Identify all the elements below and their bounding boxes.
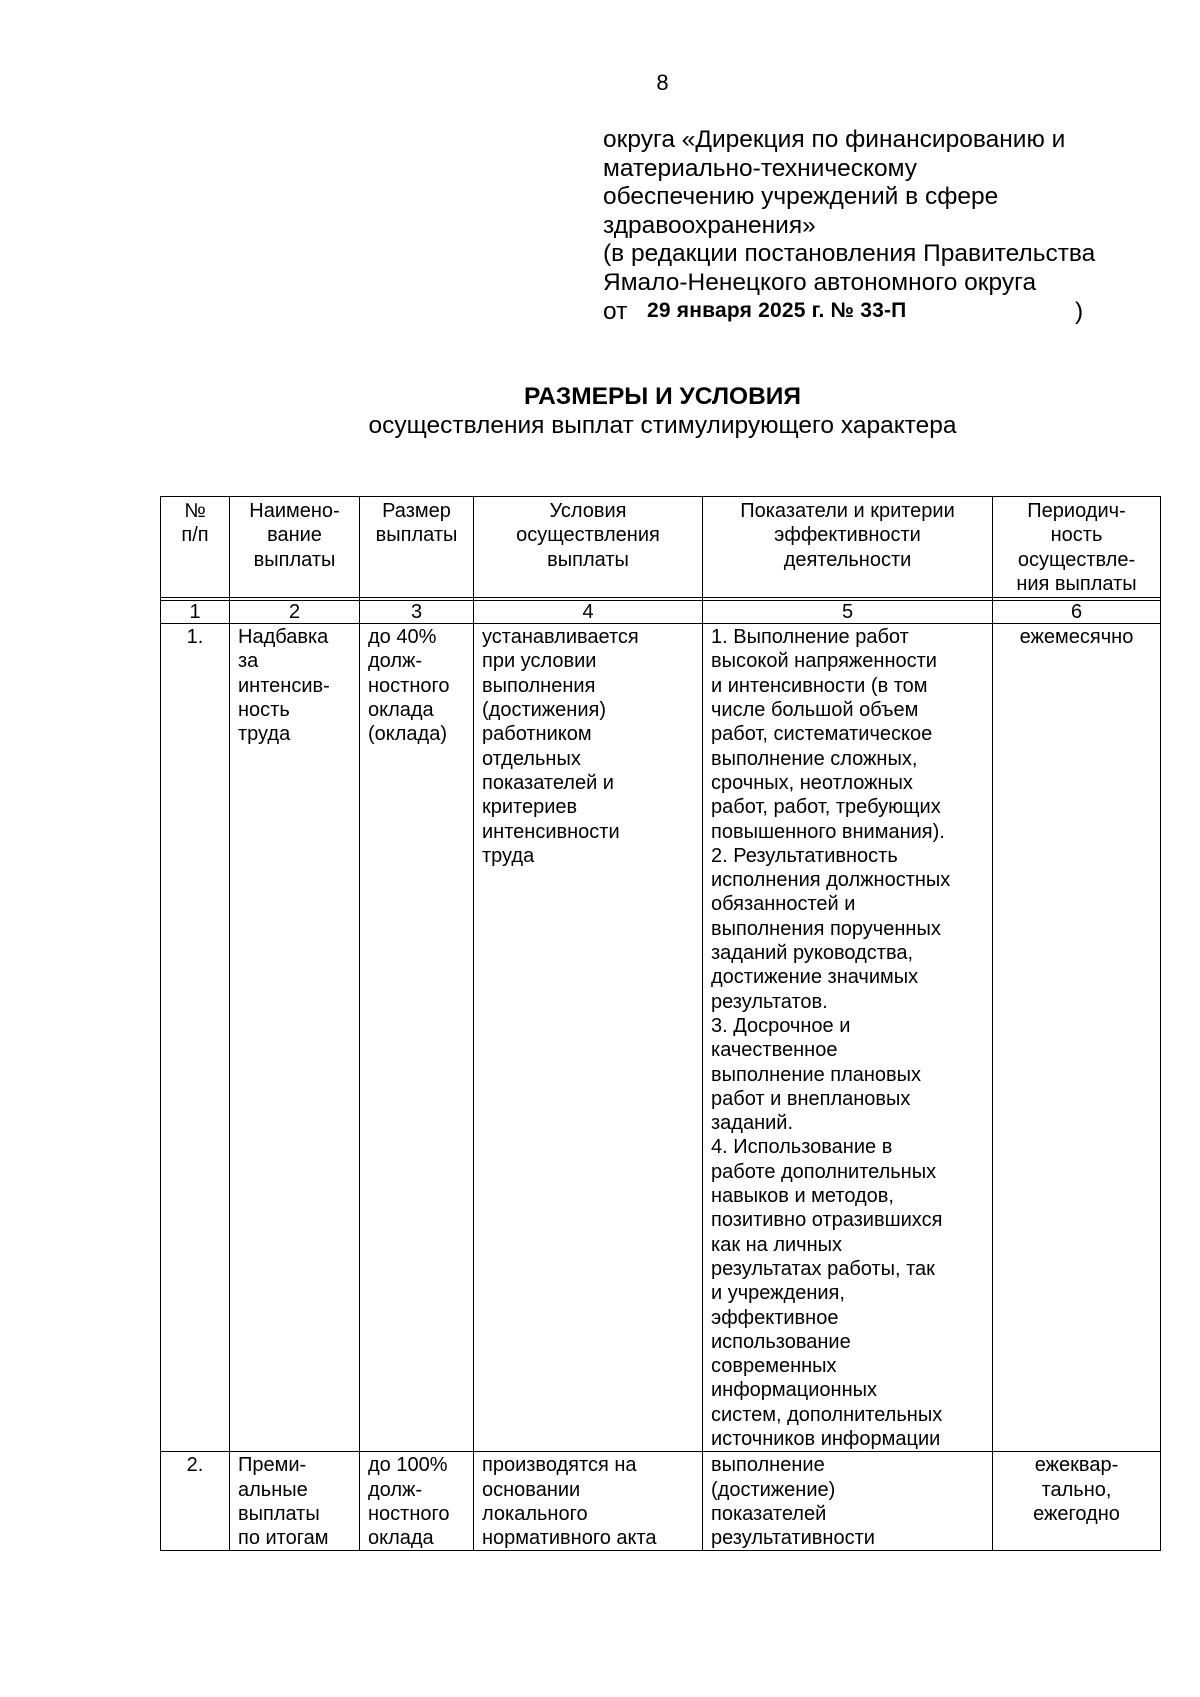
table-row bbox=[161, 1452, 1161, 1551]
cell-text-line: заданий руководства, bbox=[711, 942, 914, 965]
cell-text-line: выполнение сложных, bbox=[711, 747, 918, 770]
page-number: 8 bbox=[656, 70, 669, 95]
cell-text-line: ния выплаты bbox=[1016, 572, 1137, 595]
cell-text-line: выплаты bbox=[238, 1502, 320, 1525]
cell-text-line: выполнения порученных bbox=[711, 917, 941, 940]
cell-text-line: и интенсивности (в том bbox=[711, 674, 928, 697]
cell-text-line: работником bbox=[482, 723, 592, 746]
row-number: 2. bbox=[161, 1452, 230, 1551]
cell-text-line: достижение значимых bbox=[711, 966, 919, 989]
cell-text-line: тально, bbox=[1041, 1478, 1112, 1501]
cell-text-line: высокой напряженности bbox=[711, 650, 937, 673]
cell-text-line: ежеквар- bbox=[1034, 1454, 1119, 1477]
payment-size bbox=[360, 624, 474, 1452]
cell-text-line: долж- bbox=[368, 1478, 423, 1501]
cell-text-line: срочных, неотложных bbox=[711, 771, 913, 794]
header-periodicity bbox=[993, 497, 1161, 598]
cell-text-line: ность bbox=[238, 699, 290, 722]
cell-text-line: осуществле- bbox=[1017, 548, 1136, 571]
header-line: Ямало-Ненецкого автономного округа bbox=[603, 268, 1037, 296]
header-line: (в редакции постановления Правительства bbox=[603, 240, 1096, 268]
cell-text-line: № bbox=[184, 500, 206, 522]
cell-text-line: производятся на bbox=[482, 1454, 637, 1477]
cell-text-line: качественное bbox=[711, 1039, 838, 1062]
cell-text-line: отдельных bbox=[482, 747, 581, 770]
payment-size bbox=[360, 1452, 474, 1551]
cell-text-line: устанавливается bbox=[482, 626, 639, 649]
cell-text-line: нормативного акта bbox=[482, 1527, 657, 1550]
row-number: 1. bbox=[161, 624, 230, 1452]
cell-text-line: интенсив- bbox=[238, 674, 330, 697]
header-size bbox=[360, 497, 474, 598]
column-number: 1 bbox=[161, 601, 230, 624]
cell-text-line: результатах работы, так bbox=[711, 1257, 935, 1280]
cell-text-line: оклада bbox=[368, 1527, 434, 1550]
document-title: РАЗМЕРЫ И УСЛОВИЯ bbox=[523, 383, 801, 410]
cell-text-line: исполнения должностных bbox=[711, 869, 951, 892]
cell-text-line: Надбавка bbox=[238, 626, 329, 649]
cell-text-line: до 100% bbox=[368, 1454, 448, 1477]
payment-periodicity bbox=[993, 1452, 1161, 1551]
document-subtitle: осуществления выплат стимулирующего характера bbox=[368, 412, 957, 439]
cell-text-line: Размер bbox=[382, 500, 451, 522]
cell-text-line: 3. Досрочное и bbox=[711, 1014, 851, 1037]
cell-text-line: результатов. bbox=[711, 990, 828, 1013]
payment-periodicity bbox=[993, 624, 1161, 1452]
cell-text-line: при условии bbox=[482, 650, 597, 673]
cell-text-line: результативности bbox=[711, 1527, 875, 1550]
cell-text-line: работ и внеплановых bbox=[711, 1087, 911, 1110]
cell-text-line: информационных bbox=[711, 1379, 878, 1402]
cell-text-line: интенсивности bbox=[482, 820, 620, 843]
date-close-paren: ) bbox=[1075, 297, 1084, 325]
approval-header bbox=[603, 126, 1163, 326]
header-criteria bbox=[703, 497, 993, 598]
cell-text-line: эффективности bbox=[774, 524, 921, 547]
cell-text-line: выполнение bbox=[711, 1454, 825, 1477]
cell-text-line: показателей и bbox=[482, 771, 614, 794]
date-prefix: от bbox=[603, 297, 628, 325]
header-line: округа «Дирекция по финансированию и bbox=[603, 126, 1066, 153]
cell-text-line: Наимено- bbox=[249, 500, 340, 522]
cell-text-line: и учреждения, bbox=[711, 1282, 845, 1305]
cell-text-line: деятельности bbox=[783, 548, 912, 571]
cell-text-line: навыков и методов, bbox=[711, 1185, 894, 1208]
payment-name bbox=[230, 1452, 360, 1551]
decree-date-number: 29 января 2025 г. № 33-П bbox=[647, 298, 907, 322]
cell-text-line: (достижение) bbox=[711, 1478, 836, 1501]
cell-text-line: Показатели и критерии bbox=[740, 500, 955, 522]
cell-text-line: по итогам bbox=[238, 1527, 329, 1550]
cell-text-line: использование bbox=[711, 1330, 851, 1353]
cell-text-line: долж- bbox=[368, 650, 423, 673]
payments-table bbox=[160, 496, 1161, 1551]
cell-text-line: ностного bbox=[368, 674, 450, 697]
cell-text-line: 2. Результативность bbox=[711, 844, 898, 867]
cell-text-line: локального bbox=[482, 1502, 588, 1525]
cell-text-line: (оклада) bbox=[368, 723, 448, 746]
cell-text-line: эффективное bbox=[711, 1306, 839, 1329]
cell-text-line: числе большой объем bbox=[711, 699, 919, 722]
table-row bbox=[161, 624, 1161, 1452]
cell-text-line: труда bbox=[238, 723, 291, 746]
cell-text-line: ежемесячно bbox=[1019, 626, 1134, 649]
cell-text-line: за bbox=[238, 650, 259, 673]
column-number: 3 bbox=[360, 601, 474, 624]
cell-text-line: заданий. bbox=[711, 1112, 794, 1135]
cell-text-line: выплаты bbox=[253, 548, 336, 571]
cell-text-line: показателей bbox=[711, 1502, 827, 1525]
header-number bbox=[161, 497, 230, 598]
header-line: здравоохранения» bbox=[603, 211, 816, 239]
cell-text-line: выполнение плановых bbox=[711, 1063, 922, 1086]
cell-text-line: осуществления bbox=[516, 524, 660, 547]
cell-text-line: 1. Выполнение работ bbox=[711, 626, 909, 649]
column-number: 4 bbox=[474, 601, 703, 624]
cell-text-line: выплаты bbox=[375, 524, 458, 547]
cell-text-line: работ, систематическое bbox=[711, 723, 933, 746]
cell-text-line: как на личных bbox=[711, 1233, 843, 1256]
cell-text-line: выплаты bbox=[547, 548, 629, 571]
header-conditions bbox=[474, 497, 703, 598]
cell-text-line: п/п bbox=[181, 524, 209, 547]
cell-text-line: позитивно отразившихся bbox=[711, 1209, 943, 1232]
cell-text-line: современных bbox=[711, 1355, 837, 1378]
cell-text-line: альные bbox=[238, 1478, 308, 1501]
cell-text-line: оклада bbox=[368, 699, 434, 722]
payment-name bbox=[230, 624, 360, 1452]
cell-text-line: Периодич- bbox=[1027, 500, 1126, 522]
cell-text-line: ежегодно bbox=[1033, 1502, 1120, 1525]
payment-conditions bbox=[474, 1452, 703, 1551]
cell-text-line: (достижения) bbox=[482, 699, 606, 722]
column-number: 5 bbox=[703, 601, 993, 624]
payment-criteria bbox=[703, 1452, 993, 1551]
cell-text-line: выполнения bbox=[482, 674, 596, 697]
cell-text-line: труда bbox=[482, 844, 535, 867]
header-line: материально-техническому bbox=[603, 154, 917, 182]
table-header-row bbox=[161, 497, 1161, 598]
cell-text-line: основании bbox=[482, 1478, 581, 1501]
cell-text-line: систем, дополнительных bbox=[711, 1403, 943, 1426]
header-date-line bbox=[603, 298, 1163, 327]
cell-text-line: до 40% bbox=[368, 626, 437, 649]
cell-text-line: работе дополнительных bbox=[711, 1160, 937, 1183]
cell-text-line: обязанностей и bbox=[711, 893, 856, 916]
cell-text-line: Условия bbox=[549, 500, 627, 522]
cell-text-line: повышенного внимания). bbox=[711, 820, 945, 843]
cell-text-line: источников информации bbox=[711, 1427, 941, 1450]
cell-text-line: вание bbox=[267, 524, 322, 547]
cell-text-line: ностного bbox=[368, 1502, 450, 1525]
cell-text-line: критериев bbox=[482, 796, 578, 819]
payment-criteria bbox=[703, 624, 993, 1452]
cell-text-line: Преми- bbox=[238, 1454, 307, 1477]
cell-text-line: работ, работ, требующих bbox=[711, 796, 941, 819]
cell-text-line: 4. Использование в bbox=[711, 1136, 893, 1159]
payment-conditions bbox=[474, 624, 703, 1452]
column-number: 6 bbox=[993, 601, 1161, 624]
column-number: 2 bbox=[230, 601, 360, 624]
column-number-row bbox=[161, 601, 1161, 624]
header-name bbox=[230, 497, 360, 598]
header-line: обеспечению учреждений в сфере bbox=[603, 183, 999, 211]
cell-text-line: ность bbox=[1050, 524, 1103, 547]
